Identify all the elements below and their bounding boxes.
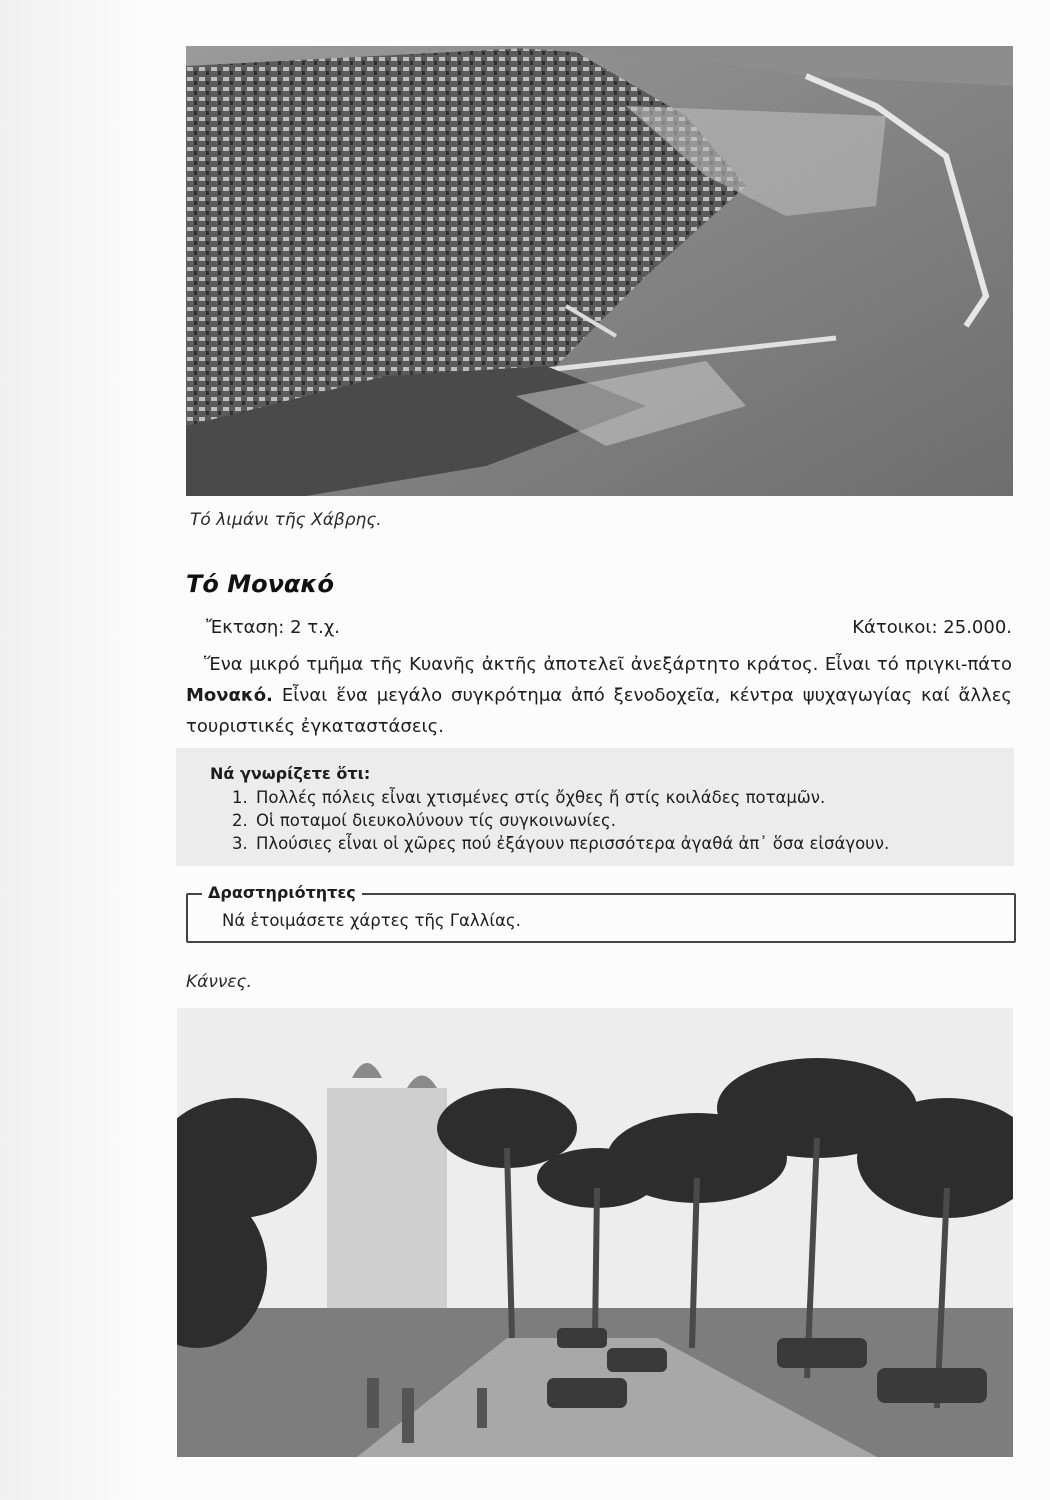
list-item [232,809,889,832]
item-text: Πλούσιες εἶναι οἱ χῶρες πού ἐξάγουν περισσότερα ἀγαθά ἀπ᾿ ὅσα εἰσάγουν. [256,834,890,853]
did-you-know-list [232,786,889,855]
item-number: 2. [232,811,248,830]
monaco-paragraph [186,649,1012,742]
cannes-photo-caption: Κάννες. [186,972,252,992]
page-gutter [0,0,140,1500]
paragraph-bold: Μονακό. [186,685,273,706]
area-fact: Ἔκταση: 2 τ.χ. [206,617,340,638]
item-text: Οἱ ποταμοί διευκολύνουν τίς συγκοινωνίες. [256,811,616,830]
population-fact: Κάτοικοι: 25.000. [852,617,1012,638]
list-item [232,832,889,855]
activities-text: Νά ἑτοιμάσετε χάρτες τῆς Γαλλίας. [222,911,521,930]
did-you-know-title: Νά γνωρίζετε ὅτι: [210,764,371,783]
item-text: Πολλές πόλεις εἶναι χτισμένες στίς ὄχθες ἤ στίς κοιλάδες ποταμῶν. [256,788,826,807]
harbor-aerial-photo [186,46,1013,496]
monaco-facts [206,617,1012,638]
did-you-know-box [176,748,1014,866]
cannes-boulevard-photo [177,1008,1013,1457]
section-title: Τό Μονακό [186,570,334,598]
harbor-photo-caption: Τό λιμάνι τῆς Χάβρης. [190,510,382,530]
item-number: 3. [232,834,248,853]
paragraph-text-2: Εἶναι ἕνα μεγάλο συγκρότημα ἀπό ξενοδοχεῖα, κέντρα ψυχαγωγίας καί ἄλλες τουριστικές ἐγκαταστάσεις. [186,685,1012,737]
paragraph-text-1: Ἕνα μικρό τμῆμα τῆς Κυανῆς ἀκτῆς ἀποτελεῖ ἀνεξάρτητο κράτος. Εἶναι τό πριγκι-πάτο [204,654,1012,675]
activities-box [186,883,1016,943]
list-item [232,786,889,809]
item-number: 1. [232,788,248,807]
activities-title: Δραστηριότητες [202,883,362,902]
